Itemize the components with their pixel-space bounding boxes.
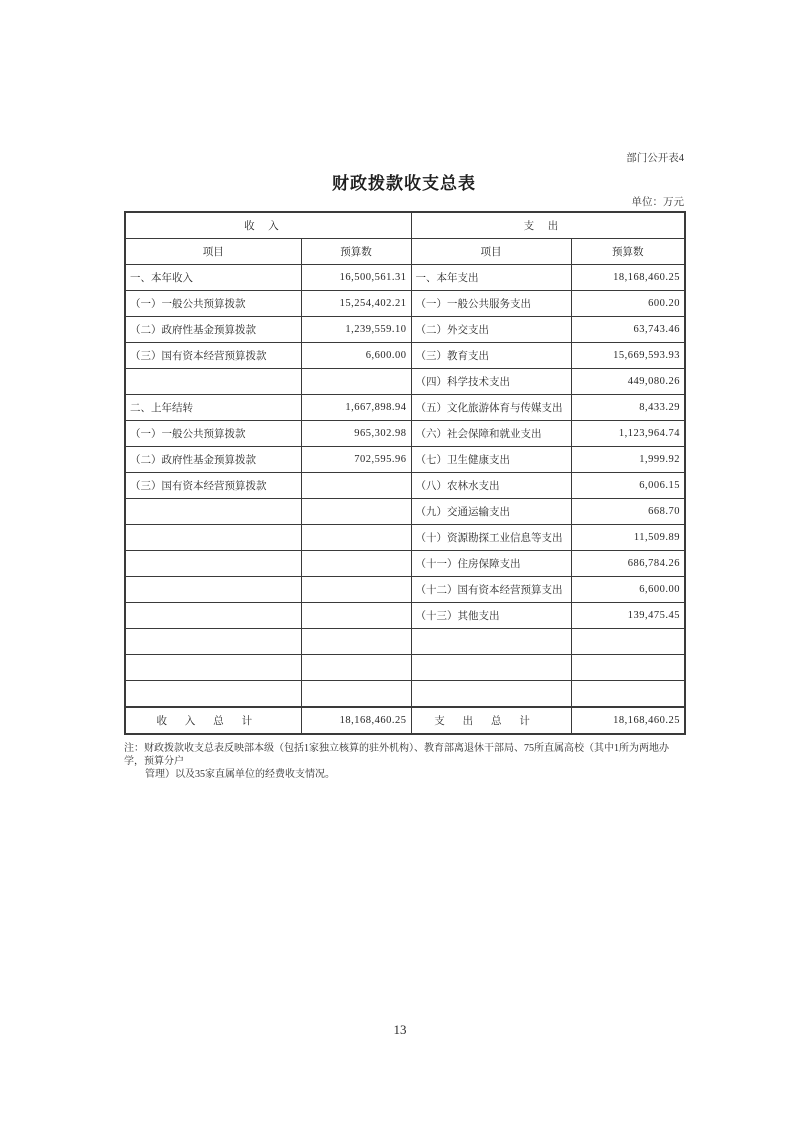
expense-budget-cell: 668.70 (571, 499, 685, 525)
income-budget-cell (301, 525, 411, 551)
income-item-cell (125, 655, 301, 681)
expense-budget-cell: 11,509.89 (571, 525, 685, 551)
income-item-cell: （三）国有资本经营预算拨款 (125, 343, 301, 369)
expense-budget-cell: 139,475.45 (571, 603, 685, 629)
income-item-cell: （一）一般公共预算拨款 (125, 421, 301, 447)
income-total-label: 收入总计 (125, 707, 301, 734)
expense-budget-cell: 449,080.26 (571, 369, 685, 395)
income-item-cell: （二）政府性基金预算拨款 (125, 447, 301, 473)
income-budget-cell: 6,600.00 (301, 343, 411, 369)
expense-item-cell (411, 655, 571, 681)
income-budget-cell: 16,500,561.31 (301, 265, 411, 291)
footnote-line-1: 注：财政拨款收支总表反映部本级（包括1家独立核算的驻外机构）、教育部离退休干部局、75所直属高校（其中1所为两地办学，预算分户 (124, 743, 669, 767)
income-item-cell: （三）国有资本经营预算拨款 (125, 473, 301, 499)
income-budget-column-header: 预算数 (301, 239, 411, 265)
income-budget-cell (301, 629, 411, 655)
expense-budget-column-header: 预算数 (571, 239, 685, 265)
table-row (125, 343, 685, 369)
income-item-cell (125, 369, 301, 395)
expense-budget-cell (571, 629, 685, 655)
expense-total-value: 18,168,460.25 (571, 707, 685, 734)
expense-item-cell: （六）社会保障和就业支出 (411, 421, 571, 447)
expense-budget-cell: 1,999.92 (571, 447, 685, 473)
expense-item-cell: （四）科学技术支出 (411, 369, 571, 395)
income-total-value: 18,168,460.25 (301, 707, 411, 734)
footnote-line-2: 管理）以及35家直属单位的经费收支情况。 (145, 769, 335, 780)
expense-item-column-header: 项目 (411, 239, 571, 265)
expense-budget-cell: 8,433.29 (571, 395, 685, 421)
expense-budget-cell: 15,669,593.93 (571, 343, 685, 369)
expense-budget-cell: 6,006.15 (571, 473, 685, 499)
expense-item-cell: （九）交通运输支出 (411, 499, 571, 525)
expense-item-cell: （三）教育支出 (411, 343, 571, 369)
income-item-cell (125, 681, 301, 708)
expense-budget-cell (571, 655, 685, 681)
footnote (124, 742, 684, 781)
table-row (125, 551, 685, 577)
expense-item-cell: （一）一般公共服务支出 (411, 291, 571, 317)
income-section-header: 收入 (125, 212, 411, 239)
table-row (125, 369, 685, 395)
income-budget-cell (301, 681, 411, 708)
document-page (124, 0, 684, 781)
table-row (125, 681, 685, 708)
expense-budget-cell: 18,168,460.25 (571, 265, 685, 291)
table-row (125, 447, 685, 473)
expense-item-cell: （七）卫生健康支出 (411, 447, 571, 473)
income-budget-cell: 15,254,402.21 (301, 291, 411, 317)
expense-budget-cell: 686,784.26 (571, 551, 685, 577)
table-row (125, 421, 685, 447)
expense-budget-cell: 1,123,964.74 (571, 421, 685, 447)
expense-item-cell: （十一）住房保障支出 (411, 551, 571, 577)
income-budget-cell (301, 655, 411, 681)
expense-budget-cell: 6,600.00 (571, 577, 685, 603)
expense-total-label: 支出总计 (411, 707, 571, 734)
fiscal-appropriation-table (124, 211, 686, 735)
income-budget-cell (301, 603, 411, 629)
section-header-row (125, 212, 685, 239)
income-budget-cell: 1,239,559.10 (301, 317, 411, 343)
table-row (125, 525, 685, 551)
income-item-cell (125, 525, 301, 551)
expense-item-cell: （十）资源勘探工业信息等支出 (411, 525, 571, 551)
expense-item-cell (411, 681, 571, 708)
income-budget-cell (301, 473, 411, 499)
expense-item-cell: （十二）国有资本经营预算支出 (411, 577, 571, 603)
income-item-cell (125, 629, 301, 655)
expense-item-cell (411, 629, 571, 655)
page-title: 财政拨款收支总表 (332, 174, 476, 193)
income-item-cell (125, 577, 301, 603)
expense-budget-cell: 600.20 (571, 291, 685, 317)
table-row (125, 473, 685, 499)
expense-budget-cell: 63,743.46 (571, 317, 685, 343)
income-item-cell: （二）政府性基金预算拨款 (125, 317, 301, 343)
income-budget-cell: 1,667,898.94 (301, 395, 411, 421)
expense-section-header: 支出 (411, 212, 685, 239)
column-header-row (125, 239, 685, 265)
income-item-cell: 一、本年收入 (125, 265, 301, 291)
income-budget-cell (301, 551, 411, 577)
table-row (125, 317, 685, 343)
expense-item-cell: （十三）其他支出 (411, 603, 571, 629)
table-row (125, 265, 685, 291)
table-row (125, 291, 685, 317)
table-body (125, 265, 685, 708)
income-item-column-header: 项目 (125, 239, 301, 265)
income-budget-cell: 965,302.98 (301, 421, 411, 447)
table-row (125, 629, 685, 655)
income-budget-cell (301, 577, 411, 603)
income-budget-cell (301, 369, 411, 395)
expense-item-cell: （五）文化旅游体育与传媒支出 (411, 395, 571, 421)
table-row (125, 603, 685, 629)
table-row (125, 655, 685, 681)
income-budget-cell: 702,595.96 (301, 447, 411, 473)
expense-item-cell: （八）农林水支出 (411, 473, 571, 499)
income-item-cell (125, 551, 301, 577)
income-item-cell (125, 499, 301, 525)
income-item-cell (125, 603, 301, 629)
income-item-cell: （一）一般公共预算拨款 (125, 291, 301, 317)
table-row (125, 577, 685, 603)
page-number: 13 (393, 1022, 407, 1037)
table-row (125, 499, 685, 525)
doc-label: 部门公开表4 (626, 153, 684, 164)
income-budget-cell (301, 499, 411, 525)
table-row (125, 395, 685, 421)
expense-item-cell: （二）外交支出 (411, 317, 571, 343)
expense-budget-cell (571, 681, 685, 708)
unit-label: 单位：万元 (631, 197, 684, 208)
income-item-cell: 二、上年结转 (125, 395, 301, 421)
total-row (125, 707, 685, 734)
expense-item-cell: 一、本年支出 (411, 265, 571, 291)
